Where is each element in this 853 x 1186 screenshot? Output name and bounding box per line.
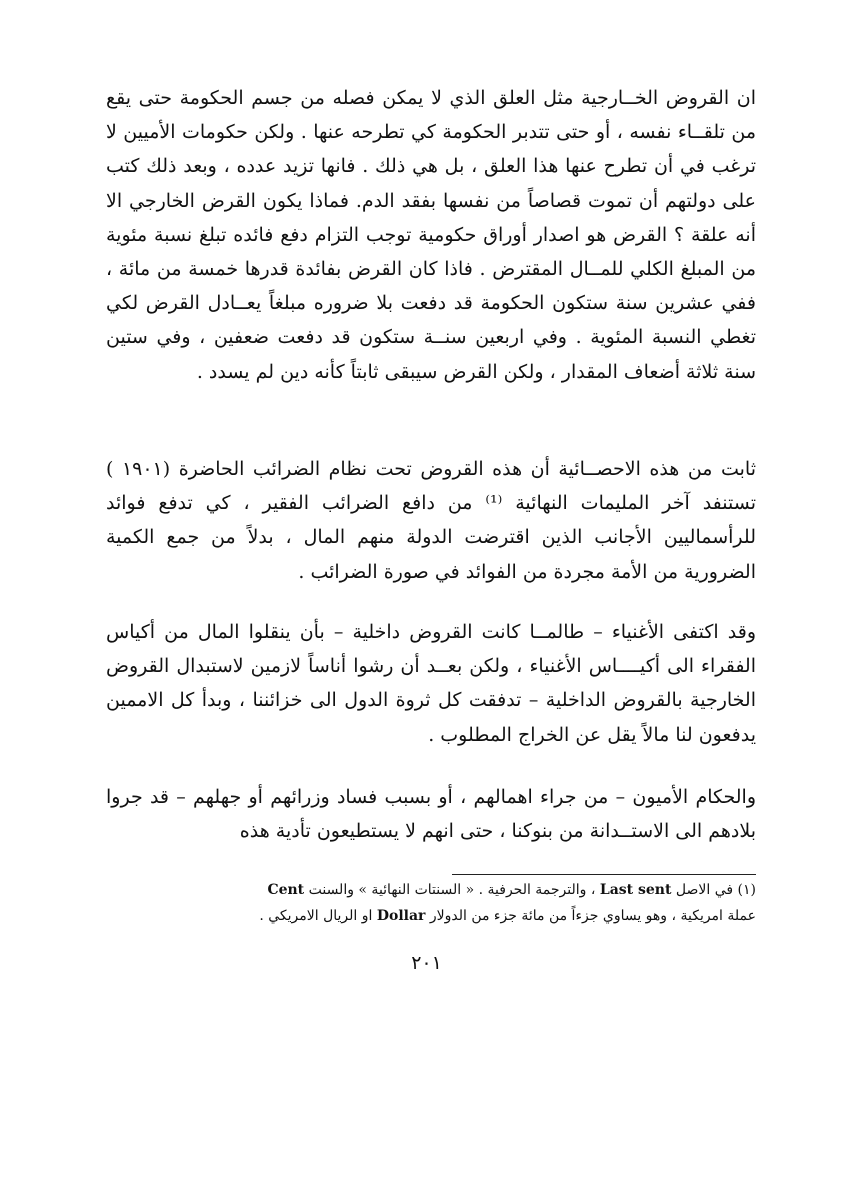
footnote-text-2b: او الريال الامريكي .: [259, 908, 373, 924]
footnote-text-1b: ، والترجمة الحرفية . « السنتات النهائية » والسنت: [304, 882, 596, 898]
footnote-line-2: [106, 903, 756, 929]
footnote-line-1: [106, 877, 756, 903]
footnote-term-dollar: Dollar: [376, 908, 426, 924]
paragraph-3: وقد اكتفى الأغنياء – طالمــا كانت القروض داخلية – بأن ينقلوا المال من أكياس الفقراء الى أكيــــاس الأغنياء ، ولكن بعــد أن رشوا أناساً لازمين لاستبدال القروض الخارجية بالقروض الداخلية – تدفقت كل ثروة الدول الى خزائننا ، وبدأ كل الاممين يدفعون لنا مالاً يقل عن الخراج المطلوب .: [106, 621, 756, 746]
page-number: ٢٠١: [411, 952, 442, 974]
footnote-divider: [452, 874, 756, 875]
footnote-text-2a: عملة امريكية ، وهو يساوي جزءاً من مائة جزء من الدولار: [425, 908, 756, 924]
footnote-term-cent: Cent: [267, 882, 305, 898]
footnote-marker: (١): [737, 882, 756, 898]
footnote-text-1a: في الاصل: [671, 882, 734, 898]
paragraph-2: ثابت من هذه الاحصــائية أن هذه القروض تحت نظام الضرائب الحاضرة (١٩٠١ ) تستنفد آخر المليمات النهائية ⁽¹⁾ من دافع الضرائب الفقير ، كي تدفع فوائد للرأسماليين الأجانب الذين اقترضت الدولة منهم المال ، بدلاً من جمع الكمية الضرورية من الأمة مجردة من الفوائد في صورة الضرائب .: [106, 458, 756, 583]
paragraph-4: والحكام الأميون – من جراء اهمالهم ، أو بسبب فساد وزرائهم أو جهلهم – قد جروا بلادهم الى الاستــدانة من بنوكنا ، حتى انهم لا يستطيعون تأدية هذه: [106, 786, 756, 843]
footnote-term-last-sent: Last sent: [599, 882, 672, 898]
footnote: [106, 877, 756, 929]
paragraph-1: ان القروض الخــارجية مثل العلق الذي لا يمكن فصله من جسم الحكومة حتى يقع من تلقــاء نفسه ، أو حتى تتدبر الحكومة كي تطرحه عنها . ولكن حكومات الأميين لا ترغب في أن تطرح عنها هذا العلق ، بل هي ذلك . فانها تزيد عدده ، وبعد ذلك كتب على دولتهم أن تموت قصاصاً من نفسها بفقد الدم. فماذا يكون القرض الخارجي الا أنه علقة ؟ القرض هو اصدار أوراق حكومية توجب التزام دفع فائده تبلغ نسبة مئوية من المبلغ الكلي للمــال المقترض . فاذا كان القرض بفائدة قدرها خمسة من مائة ، ففي عشرين سنة ستكون الحكومة قد دفعت بلا ضروره مبلغاً يعــادل القرض لكي تغطي النسبة المئوية . وفي اربعين سنــة ستكون قد دفعت ضعفين ، وفي ستين سنة ثلاثة أضعاف المقدار ، ولكن القرض سيبقى ثابتاً كأنه دين لم يسدد .: [106, 87, 756, 383]
